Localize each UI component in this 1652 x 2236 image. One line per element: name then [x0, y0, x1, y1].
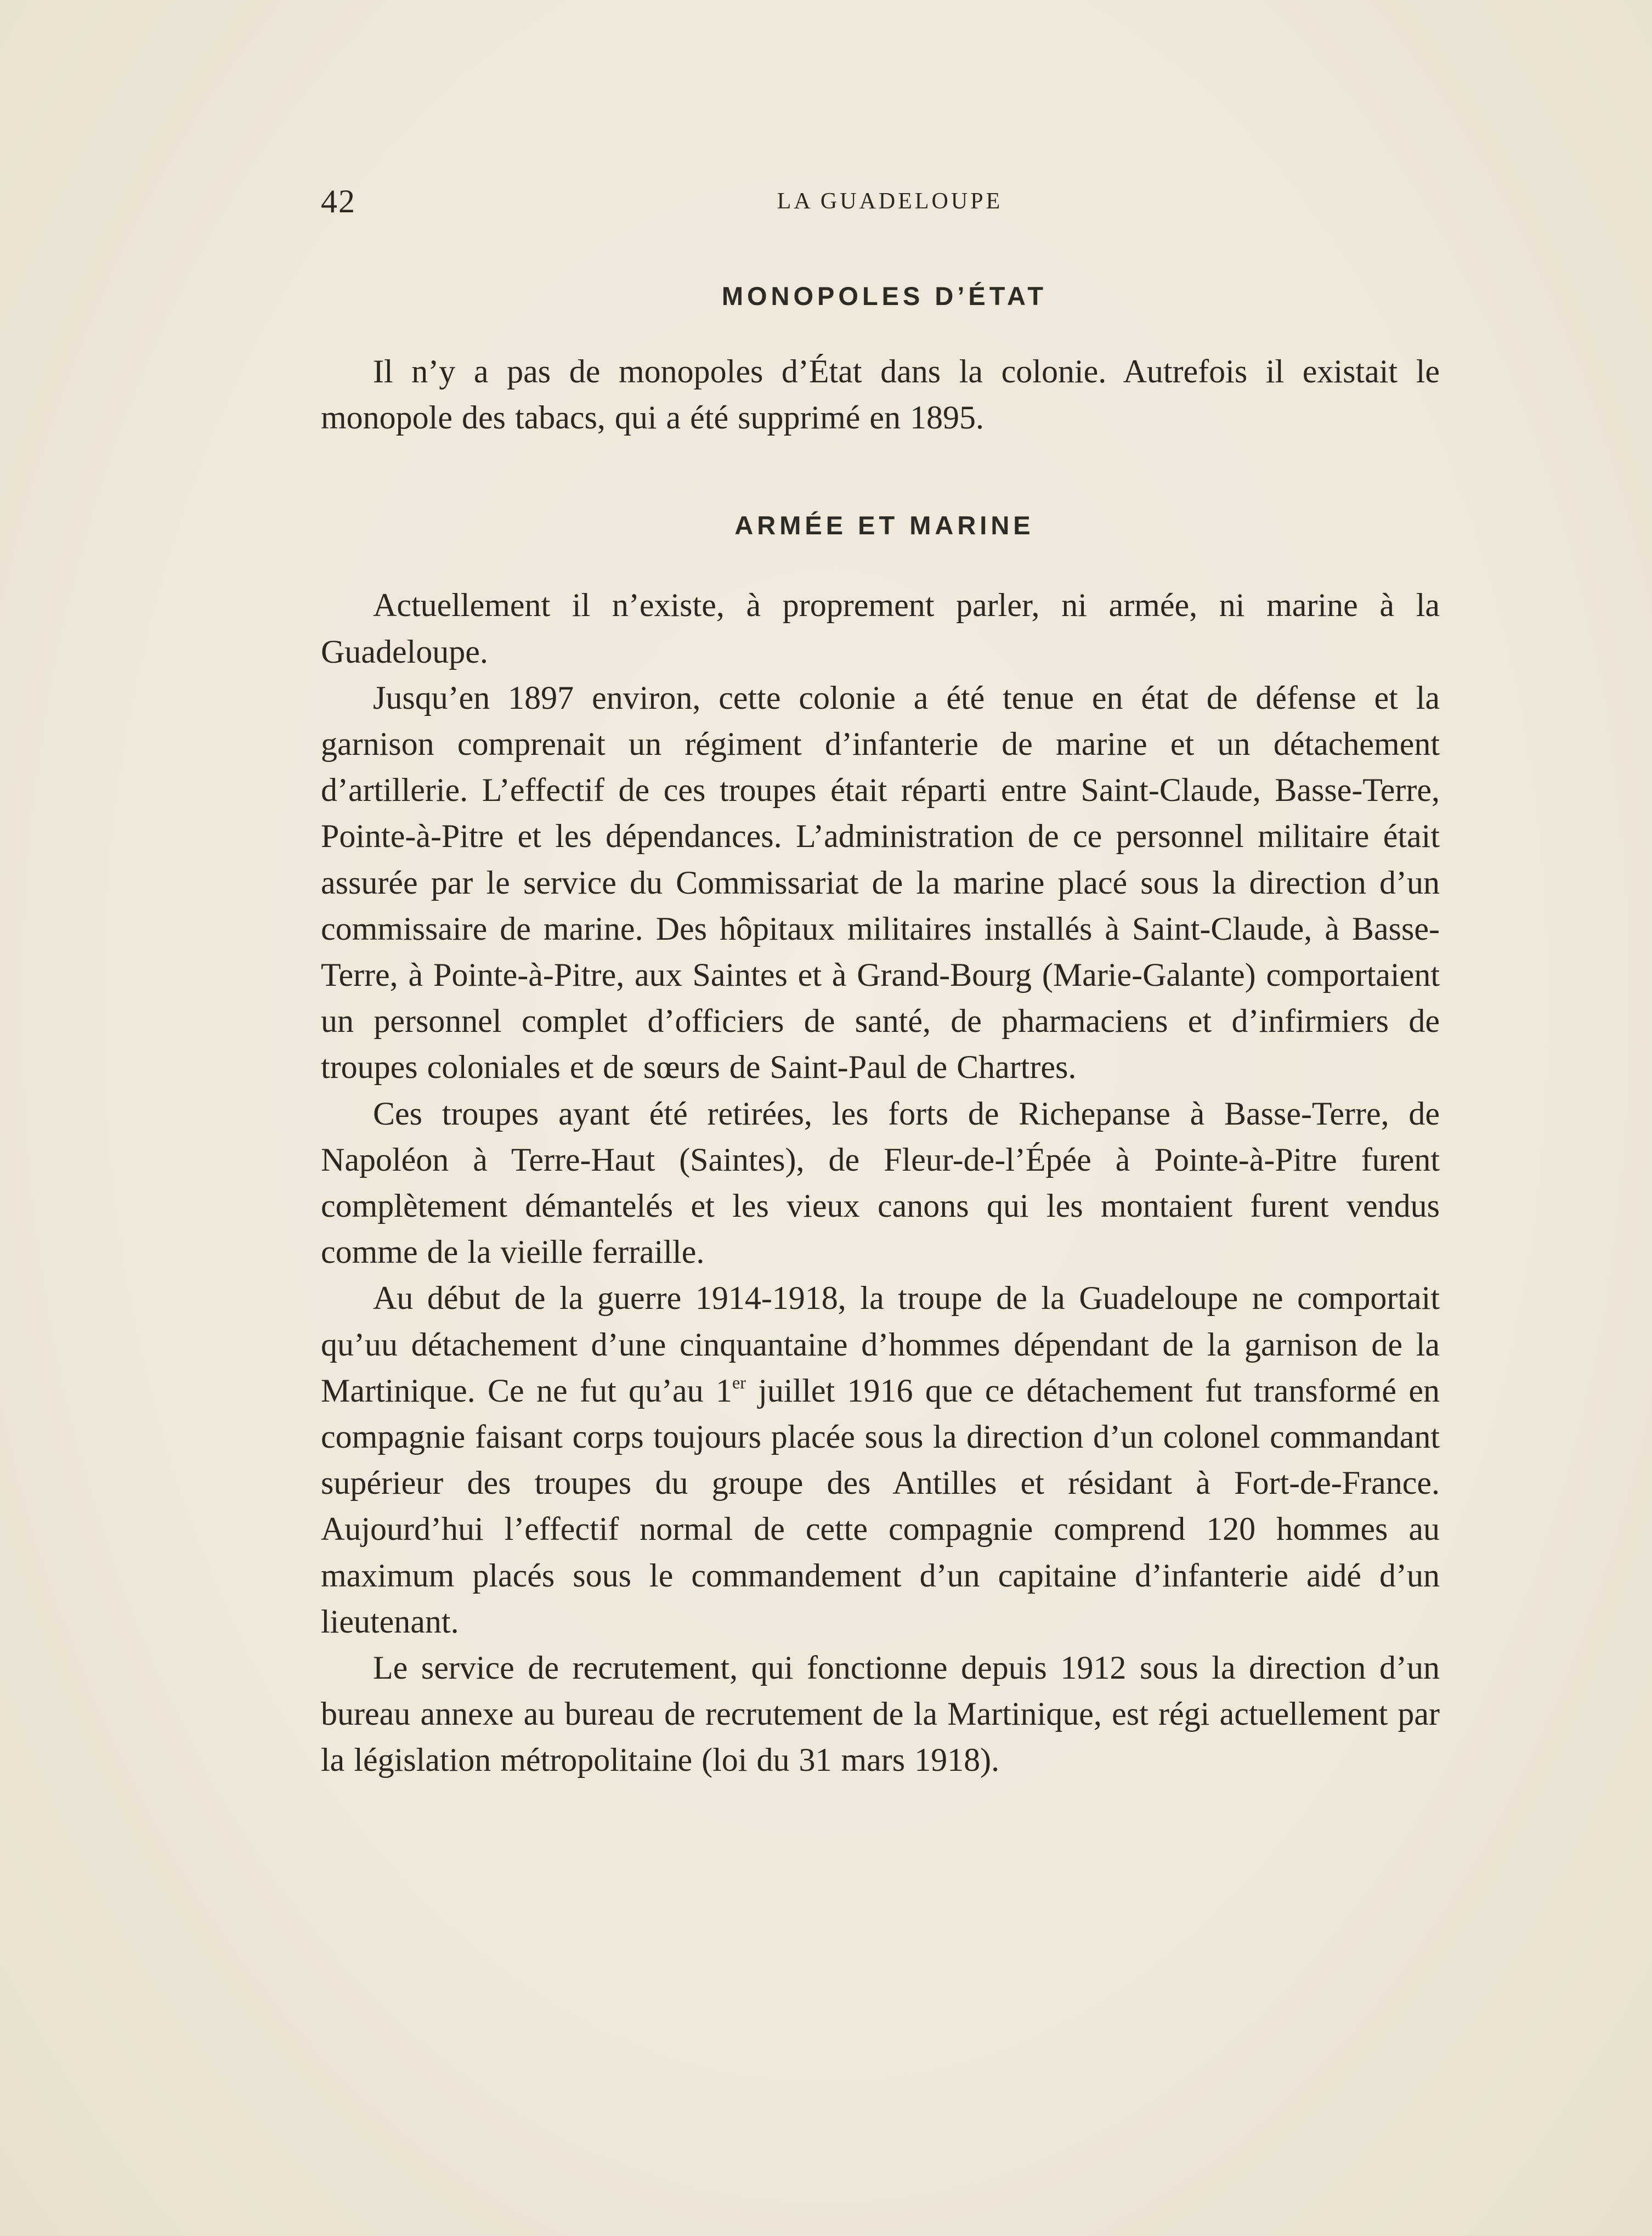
- running-head: [321, 177, 1440, 226]
- section-heading-armee-marine: ARMÉE ET MARINE: [734, 511, 1034, 540]
- superscript-er: er: [732, 1372, 746, 1392]
- page-number: 42: [321, 183, 356, 219]
- paragraph-jusquen-1897: Jusqu’en 1897 environ, cette colonie a été tenue en état de défense et la garnison comprenait un régiment d’infanterie de marine et un détachement d’artillerie. L’effectif de ces troupes était réparti entre Saint-Claude, Basse-Terre, Pointe-à-Pitre et les dépendances. L’administration de ce personnel militaire était assurée par le service du Commissariat de la marine placé sous la direction d’un commissaire de marine. Des hôpitaux militaires installés à Saint-Claude, à Basse-Terre, à Pointe-à-Pitre, aux Saintes et à Grand-Bourg (Marie-Galante) comportaient un personnel complet d’officiers de santé, de pharmaciens et d’infirmiers de troupes coloniales et de sœurs de Saint-Paul de Chartres.: [321, 679, 1440, 1086]
- paragraph-recrutement: Le service de recrutement, qui fonctionne depuis 1912 sous la direction d’un bureau annexe au bureau de recrutement de la Martinique, est régi actuellement par la législation métropolitaine (loi du 31 mars 1918).: [321, 1650, 1440, 1778]
- running-title: LA GUADELOUPE: [777, 189, 1003, 214]
- paragraph-monopoles: Il n’y a pas de monopoles d’État dans la colonie. Autrefois il existait le monopole des tabacs, qui a été supprimé en 1895.: [321, 353, 1440, 436]
- text-block: [321, 272, 1440, 1783]
- paragraph-actuellement: Actuellement il n’existe, à proprement parler, ni armée, ni marine à la Guadeloupe.: [321, 587, 1440, 670]
- section-heading-monopoles: MONOPOLES D’ÉTAT: [721, 281, 1048, 310]
- paragraph-debut-guerre-part2: juillet 1916 que ce détachement fut transformé en compagnie faisant corps toujours placée sous la direction d’un colonel commandant supérieur des troupes du groupe des Antilles et résidant à Fort-de-France. Aujourd’hui l’effectif normal de cette compagnie comprend 120 hommes au maximum placés sous le commandement d’un capitaine d’infanterie aidé d’un lieutenant.: [321, 1372, 1440, 1640]
- paragraph-troupes-retirees: Ces troupes ayant été retirées, les forts de Richepanse à Basse-Terre, de Napoléon à Terre-Haut (Saintes), de Fleur-de-l’Épée à Pointe-à-Pitre furent complètement démantelés et les vieux canons qui les montaient furent vendus comme de la vieille ferraille.: [321, 1095, 1440, 1271]
- paragraph-debut-guerre: [321, 1275, 1440, 1645]
- paragraph-debut-guerre-part1: Au début de la guerre 1914-1918, la troupe de la Guadeloupe ne comportait qu’uu détachement d’une cinquantaine d’hommes dépendant de la garnison de la Martinique. Ce ne fut qu’au 1: [321, 1280, 1440, 1409]
